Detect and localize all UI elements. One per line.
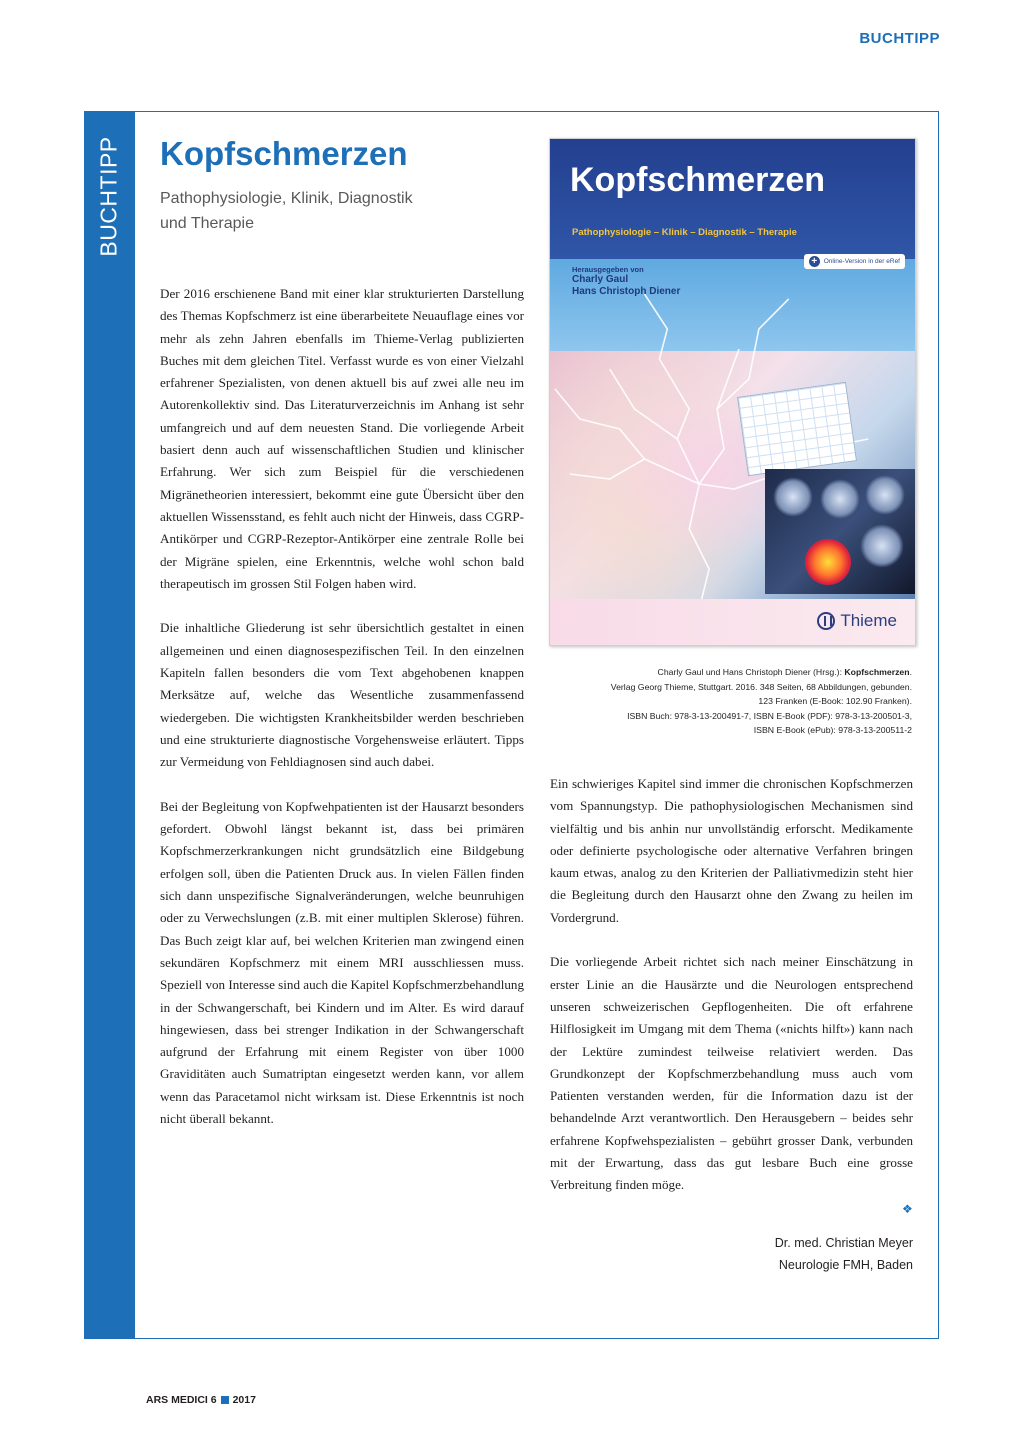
brain-slice xyxy=(773,477,813,517)
caption-line xyxy=(542,665,912,680)
brain-slice xyxy=(865,475,905,515)
caption-line: 123 Franken (E-Book: 102.90 Franken). xyxy=(758,696,912,706)
article-subtitle xyxy=(160,187,520,237)
right-column xyxy=(550,773,913,1197)
caption-book-title: Kopfschmerzen xyxy=(844,667,910,677)
caption-period: . xyxy=(909,667,912,677)
article-title: Kopfschmerzen xyxy=(160,135,408,172)
editors-prefix: Herausgegeben von xyxy=(572,265,644,274)
publisher-name: Thieme xyxy=(840,611,897,630)
online-badge-text: Online-Version in der eRef xyxy=(823,258,900,265)
brain-scan-image xyxy=(765,469,915,594)
sidebar-label xyxy=(84,111,135,281)
online-version-badge xyxy=(804,254,905,269)
subtitle-line: und Therapie xyxy=(160,214,254,232)
caption-line: ISBN Buch: 978-3-13-200491-7, ISBN E-Book (PDF): 978-3-13-200501-3, xyxy=(627,710,912,721)
editor-name: Charly Gaul xyxy=(572,274,629,285)
end-of-article-icon: ❖ xyxy=(902,1202,913,1216)
editor-name: Hans Christoph Diener xyxy=(572,286,681,297)
book-cover-image xyxy=(549,138,916,646)
thieme-logo-icon xyxy=(817,612,835,630)
author-name: Dr. med. Christian Meyer xyxy=(774,1236,913,1250)
square-icon xyxy=(221,1396,229,1404)
author-affiliation: Neurologie FMH, Baden xyxy=(778,1258,913,1272)
left-column xyxy=(160,283,524,1130)
caption-line: ISBN E-Book (ePub): 978-3-13-200511-2 xyxy=(753,725,912,735)
cover-subtitle: Pathophysiologie – Klinik – Diagnostik – Therapie xyxy=(572,227,797,238)
section-label: BUCHTIPP xyxy=(859,30,940,47)
author-signature xyxy=(775,1232,913,1276)
publisher-logo xyxy=(817,611,897,631)
plus-icon: + xyxy=(809,256,820,267)
caption-line: Verlag Georg Thieme, Stuttgart. 2016. 348 Seiten, 68 Abbildungen, gebunden. xyxy=(610,681,912,692)
cover-editors xyxy=(572,265,680,298)
book-caption xyxy=(542,665,912,738)
paragraph: Die vorliegende Arbeit richtet sich nach meiner Einschätzung in erster Linie an die Hausärzte und die Neurologen entsprechend unseren schweizerischen Gepflogenheiten. Die oft erfahrene Hilflosigkeit im Umgang mit dem Thema («nichts hilft») kann nach der Lektüre zumindest teilweise relativiert werden. Das Grundkonzept der Kopfschmerzbehandlung muss auch vom Patienten verstanden werden, für die Information dazu ist der behandelnde Arzt verantwortlich. Den Herausgebern – beides sehr erfahrene Kopfwehspezialisten – gebührt grosser Dank, verbunden mit der Erwartung, dass das gut lesbare Buch eine grosse Verbreitung finden möge. xyxy=(550,954,913,1193)
paragraph: Ein schwieriges Kapitel sind immer die chronischen Kopfschmerzen vom Spannungstyp. Die pathophysiologischen Mechanismen sind vielfältig und bis anhin nur unvollständig erforscht. Medikamente oder definierte psychologische oder alternative Verfahren bringen kaum etwas, analog zu den Kriterien der Palliativmedizin steht hier die Begleitung durch den Hausarzt ohne den Zwang zu heilen im Vordergrund. xyxy=(550,776,913,925)
subtitle-line: Pathophysiologie, Klinik, Diagnostik xyxy=(160,190,413,207)
cover-title: Kopfschmerzen xyxy=(570,161,826,199)
paragraph: Bei der Begleitung von Kopfwehpatienten ist der Hausarzt besonders gefordert. Obwohl längst bekannt ist, dass bei primären Kopfschmerzerkrankungen nicht grundsätzlich eine Bildgebung erfolgen soll, üben die Patienten Druck aus. In vielen Fällen finden sich dann unspezifische Signalveränderungen, welche beunruhigen oder zu Verwechslungen (z.B. mit einer multiplen Sklerose) führen. Das Buch zeigt klar auf, bei welchen Kriterien man zwingend einen sekundären Kopfschmerz mit einem MRI ausschliessen muss. Speziell von Interesse sind auch die Kapitel Kopfschmerzbehandlung in der Schwangerschaft, bei Kindern und im Alter. Es wird darauf hingewiesen, dass bei strenger Indikation in der Schwangerschaft aufgrund der Erfahrung mit einem Register von über 1000 Graviditäten auch Sumatriptan eingesetzt werden kann, vor allem wenn das Paracetamol nicht wirksam ist. Diese Erkenntnis ist noch nicht überall bekannt. xyxy=(160,798,524,1126)
caption-authors: Charly Gaul und Hans Christoph Diener (Hrsg.): xyxy=(657,667,845,677)
paragraph: Die inhaltliche Gliederung ist sehr übersichtlich gestaltet in einen allgemeinen und einen diagnosespezifischen Teil. In den einzelnen Kapiteln fallen besonders die vom Text abgehobenen knappen Merksätze auf, welche das Wesentliche zusammenfassend wiedergeben. Die wichtigsten Krankheitsbilder werden beschrieben und eine strukturierte diagnostische Vorgehensweise erläutert. Tipps zur Vermeidung von Fehldiagnosen sind auch dabei. xyxy=(160,620,524,770)
brain-slice xyxy=(820,479,860,519)
sidebar-bar xyxy=(84,111,135,1339)
sidebar-label-text: BUCHTIPP xyxy=(96,135,123,257)
issue-year: 2017 xyxy=(232,1394,256,1406)
page-footer xyxy=(146,1394,256,1406)
magazine-name: ARS MEDICI 6 xyxy=(146,1394,217,1406)
paragraph: Der 2016 erschienene Band mit einer klar strukturierten Darstellung des Themas Kopfschmerz ist eine überarbeitete Neuauflage eines vor mehr als zehn Jahren ebenfalls im Thieme-Verlag publizierten Buches mit dem gleichen Titel. Verfasst wurde es von einer Vielzahl erfahrener Spezialisten, von denen aktuell bis auf zwei alle neu im Autorenkollektiv sind. Das Literaturverzeichnis im Anhang ist sehr umfangreich und auf dem neuesten Stand. Die vorliegende Arbeit basiert denn auch auf wissenschaftlichen Studien und klinischer Erfahrung. Wer sich zum Beispiel für die verschiedenen Migränetheorien interessiert, bekommt eine gute Übersicht über den aktuellen Wissensstand, es fehlt auch nicht der Hinweis, dass CGRP-Antikörper und CGRP-Rezeptor-Antikörper eine zentrale Rolle bei der Migräne spielen, eine Erkenntnis, welche wohl schon bald therapeutisch im grossen Stil Folgen haben wird. xyxy=(160,286,524,591)
brain-slice xyxy=(860,524,904,568)
headache-diary-chart xyxy=(737,382,857,477)
brain-activity-map xyxy=(805,539,851,585)
